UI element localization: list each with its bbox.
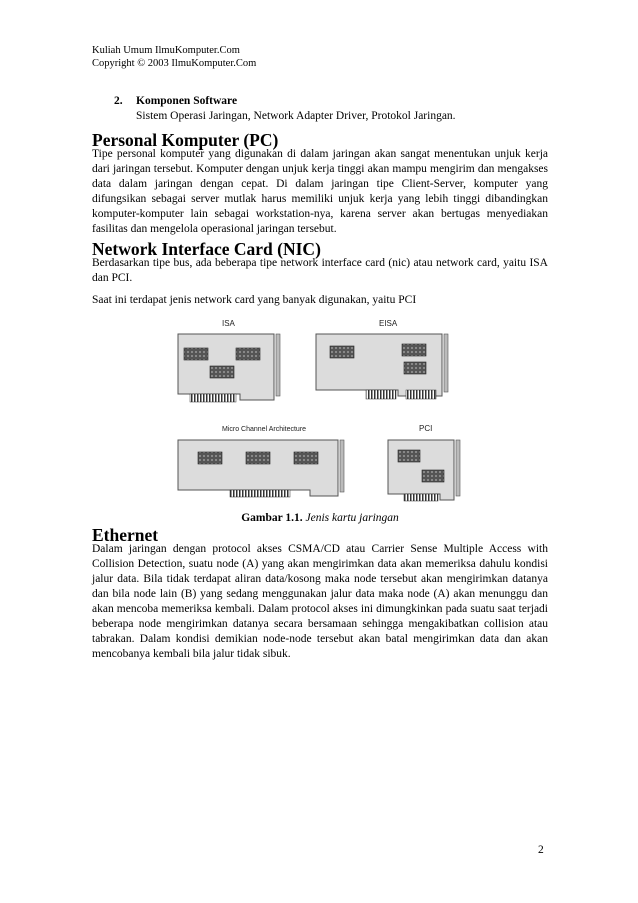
pci-card (388, 440, 460, 501)
heading-ethernet: Ethernet (92, 525, 159, 545)
paragraph-nic-2: Saat ini terdapat jenis network card yang banyak digunakan, yaitu PCI (92, 294, 417, 306)
header-line-1: Kuliah Umum IlmuKomputer.Com (92, 45, 240, 56)
software-list-item (114, 94, 456, 124)
list-description: Sistem Operasi Jaringan, Network Adapter Driver, Protokol Jaringan. (136, 110, 456, 122)
heading-nic: Network Interface Card (NIC) (92, 239, 321, 259)
mca-card (178, 440, 344, 497)
list-number: 2. (114, 95, 123, 107)
isa-card (178, 334, 280, 402)
eisa-card (316, 334, 448, 399)
page-number: 2 (538, 844, 544, 856)
header-line-2: Copyright © 2003 IlmuKomputer.Com (92, 58, 257, 69)
label-isa: ISA (222, 319, 235, 328)
page-header (92, 44, 256, 70)
figure-caption (92, 512, 548, 524)
label-eisa: EISA (379, 319, 398, 328)
heading-pc: Personal Komputer (PC) (92, 130, 279, 150)
list-title: Komponen Software (136, 95, 238, 107)
caption-label: Gambar 1.1. (241, 512, 303, 524)
caption-text: Jenis kartu jaringan (305, 512, 399, 524)
label-mca: Micro Channel Architecture (222, 426, 307, 433)
label-pci: PCI (419, 424, 433, 433)
paragraph-ethernet: Dalam jaringan dengan protocol akses CSMA/CD atau Carrier Sense Multiple Access with Collision Detection, suatu node (A) yang akan mengirimkan data akan memeriksa dahulu kondisi jalur data. Bila tidak terdapat aliran data/kosong maka node tersebut akan mengirimkan datanya dan bila node lain (B) yang sedang menggunakan jalur data maka node (A) akan menunggu dan akan mencoba memeriksa kembali. Dalam protocol akses ini dimungkinkan pada suatu saat terjadi beberapa node mengirimkan datanya secara bersamaan sehingga mengakibatkan collision atau tabrakan. Dalam kondisi demikian node-node tersebut akan batal mengirimkan data dan akan mencobanya kembali bila jalur tidak sibuk. (92, 543, 548, 660)
paragraph-pc: Tipe personal komputer yang digunakan di dalam jaringan akan sangat menentukan unjuk kerja dari jaringan tersebut. Komputer dengan unjuk kerja tinggi akan mampu mengirim dan mengakses data dalam jaringan dengan cepat. Di dalam jaringan tipe Client-Server, komputer yang difungsikan sebagai server mutlak harus memiliki unjuk kerja yang lebih tinggi dibandingkan komputer-komputer lain sebagai workstation-nya, karena server akan bertugas menyediakan fasilitas dan mengelola operasional jaringan tersebut. (92, 148, 548, 235)
nic-cards-illustration (170, 314, 470, 506)
paragraph-nic-1: Berdasarkan tipe bus, ada beberapa tipe network interface card (nic) atau network card, yaitu ISA dan PCI. (92, 257, 548, 284)
nic-figure (170, 314, 470, 506)
